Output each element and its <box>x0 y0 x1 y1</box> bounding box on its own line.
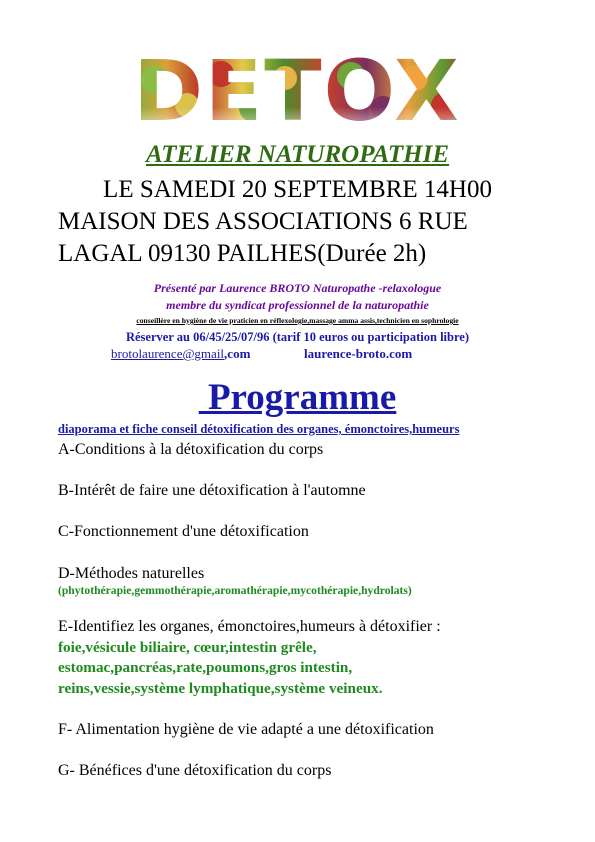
email-link[interactable]: brotolaurence@gmail <box>111 346 225 361</box>
event-address-line2: LAGAL 09130 PAILHES(Durée 2h) <box>58 240 427 267</box>
workshop-title: ATELIER NATUROPATHIE <box>145 141 450 168</box>
detox-logo <box>125 50 470 142</box>
programme-item-c: C-Fonctionnement d'une détoxification <box>58 523 309 540</box>
email-suffix: ,com <box>224 346 251 361</box>
programme-heading: Programme <box>198 377 397 418</box>
programme-item-g: G- Bénéfices d'une détoxification du corps <box>58 762 332 779</box>
event-address-line1: MAISON DES ASSOCIATIONS 6 RUE <box>58 208 468 235</box>
reservation-line: Réserver au 06/45/25/07/96 (tarif 10 euros ou participation libre) <box>125 330 470 344</box>
programme-item-d: D-Méthodes naturelles <box>58 565 205 582</box>
contact-line <box>111 346 413 362</box>
programme-item-b: B-Intérêt de faire une détoxification à l'automne <box>58 482 366 499</box>
programme-item-e: E-Identifiez les organes, émonctoires,humeurs à détoxifier : <box>58 618 441 635</box>
event-date: LE SAMEDI 20 SEPTEMBRE 14H00 <box>103 176 492 203</box>
programme-item-a: A-Conditions à la détoxification du corps <box>58 441 324 458</box>
programme-item-f: F- Alimentation hygiène de vie adapté a une détoxification <box>58 721 434 738</box>
programme-item-d-detail: (phytothérapie,gemmothérapie,aromathérapie,mycothérapie,hydrolats) <box>58 584 412 597</box>
website-text[interactable]: laurence-broto.com <box>304 346 413 361</box>
programme-subtitle: diaporama et fiche conseil détoxification des organes, émonctoires,humeurs <box>58 422 460 436</box>
qualifications-line: conseillère en hygiène de vie praticien en réflexologie,massage amma assis,technicien en sophrologie <box>136 316 459 325</box>
organs-line-3: reins,vessie,système lymphatique,système veineux. <box>58 680 383 697</box>
organs-line-1: foie,vésicule biliaire, cœur,intestin grêle, <box>58 639 317 656</box>
membership-line: membre du syndicat professionnel de la naturopathie <box>166 298 429 312</box>
presenter-line: Présenté par Laurence BROTO Naturopathe -relaxologue <box>153 281 442 295</box>
organs-line-2: estomac,pancréas,rate,poumons,gros intestin, <box>58 659 353 676</box>
